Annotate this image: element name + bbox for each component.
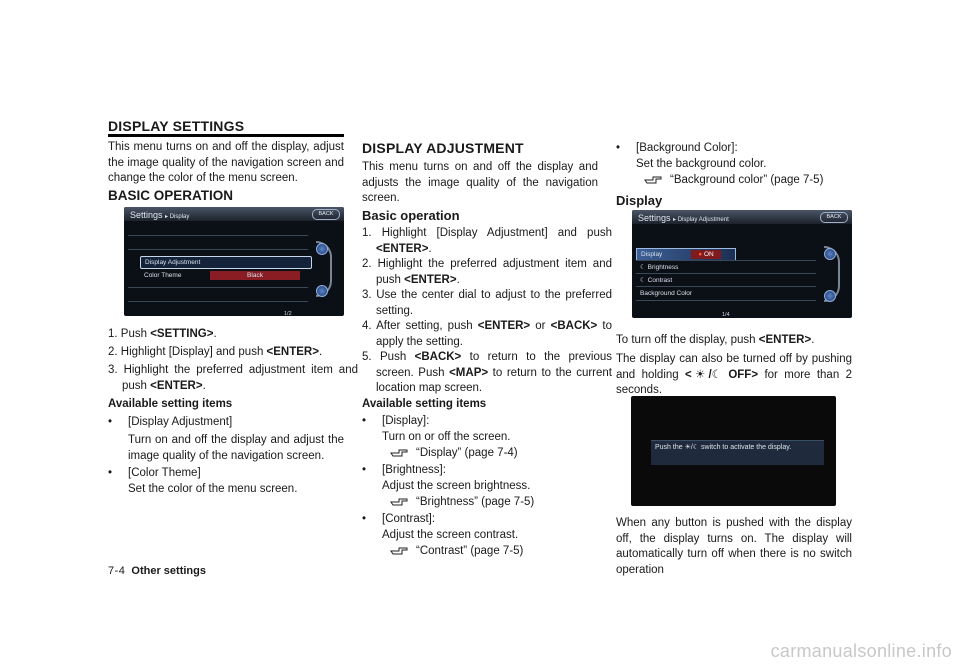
screen-breadcrumb: ▸ Display xyxy=(165,214,190,220)
subheading-display: Display xyxy=(616,193,663,208)
screen-breadcrumb: ▸ Display Adjustment xyxy=(673,217,729,223)
item-background-color: [Background Color]: xyxy=(636,142,738,154)
key-label: <ENTER> xyxy=(150,379,203,392)
page-number: 7-4 xyxy=(108,565,126,577)
scroll-up-icon[interactable] xyxy=(824,248,836,260)
item-color-theme-desc: Set the color of the menu screen. xyxy=(128,483,298,495)
screen-title-text: Settings xyxy=(638,213,671,223)
intro-text: This menu turns on and off the display and adjusts the image quality of the navigation screen. xyxy=(362,161,598,204)
step-text: . xyxy=(428,242,432,255)
pointing-hand-icon xyxy=(390,444,410,458)
bullet-dot: • xyxy=(362,464,367,476)
step-text: or xyxy=(530,320,551,332)
screen-title-text: Settings xyxy=(130,210,163,220)
step-text: to apply the setting. xyxy=(376,320,612,348)
activate-display-popup: Push the ☀/☾ switch to activate the display. xyxy=(651,440,824,465)
menu-item-label: Color Theme xyxy=(144,272,182,279)
step-text: Highlight [Display Adjustment] and push xyxy=(381,227,612,239)
bullet-dot: • xyxy=(362,513,367,525)
subheading-basic-operation: Basic operation xyxy=(362,208,460,223)
heading-display-settings: DISPLAY SETTINGS xyxy=(108,118,245,134)
color-theme-value: Black xyxy=(210,271,300,280)
watermark: carmanualsonline.info xyxy=(770,641,952,661)
para-text: The display can also be turned off by pushing and holding xyxy=(616,353,852,381)
divider xyxy=(636,286,816,287)
ref-contrast[interactable] xyxy=(390,544,523,560)
pointing-hand-icon xyxy=(644,171,664,185)
bullet-dot: • xyxy=(108,416,113,428)
ref-brightness[interactable] xyxy=(390,495,534,511)
step-1 xyxy=(362,226,612,257)
ref-text: “Contrast” (page 7-5) xyxy=(416,545,524,557)
heading-display-adjustment: DISPLAY ADJUSTMENT xyxy=(362,140,524,156)
menu-item-display-adjustment[interactable]: Display Adjustment xyxy=(140,256,312,269)
item-brightness-desc: Adjust the screen brightness. xyxy=(382,480,531,492)
moon-icon: ☾ xyxy=(640,277,646,284)
divider xyxy=(128,287,308,288)
menu-item-label: Contrast xyxy=(647,277,673,284)
key-label: <ENTER> xyxy=(376,242,429,255)
screen-title xyxy=(130,208,189,226)
menu-item-label: Brightness xyxy=(647,264,679,271)
step-text: . xyxy=(318,346,323,358)
moon-icon: ☾ xyxy=(640,264,646,271)
step-2 xyxy=(108,345,322,361)
step-3 xyxy=(108,363,358,394)
on-badge xyxy=(691,250,721,259)
step-2 xyxy=(362,257,612,288)
pointing-hand-icon xyxy=(390,542,410,556)
item-display-adjustment: [Display Adjustment] xyxy=(128,416,233,428)
menu-item-contrast[interactable] xyxy=(636,275,734,286)
step-text: Highlight the preferred adjustment item and push xyxy=(376,258,612,286)
step-text: to return to the current location map screen. xyxy=(376,366,612,394)
step-number: 3. xyxy=(362,289,372,301)
item-display: [Display]: xyxy=(382,415,430,427)
step-text: 1. Push xyxy=(108,328,151,340)
intro-text: This menu turns on and off the display, adjust the image quality of the navigation screen and change the color of the menu screen. xyxy=(108,141,344,184)
step-text: to return to the previous screen. Push xyxy=(376,351,612,379)
on-label: ON xyxy=(704,251,714,258)
menu-item-background-color[interactable]: Background Color xyxy=(640,290,693,297)
key-label: <ENTER> xyxy=(266,346,319,358)
item-brightness: [Brightness]: xyxy=(382,464,446,476)
divider xyxy=(636,260,816,261)
step-1 xyxy=(108,327,217,343)
step-number: 5. xyxy=(362,351,372,363)
key-label: <☀/☾ OFF> xyxy=(685,368,759,381)
item-display-desc: Turn on or off the screen. xyxy=(382,431,511,443)
status-dot-icon: ● xyxy=(698,251,703,258)
step-text: Push xyxy=(380,351,415,363)
item-contrast: [Contrast]: xyxy=(382,513,436,525)
back-button[interactable]: BACK xyxy=(312,209,340,220)
back-button[interactable]: BACK xyxy=(820,212,848,223)
item-contrast-desc: Adjust the screen contrast. xyxy=(382,529,519,541)
step-3 xyxy=(362,288,612,319)
subheading-basic-operation: BASIC OPERATION xyxy=(108,188,234,203)
divider xyxy=(636,273,816,274)
scroll-up-icon[interactable] xyxy=(316,243,328,255)
step-text: . xyxy=(456,273,460,286)
step-text: Use the center dial to adjust to the preferred setting. xyxy=(376,289,612,317)
paragraph-auto-off: When any button is pushed with the display off, the display turns on. The display will automatically turn off when there is no switch operation xyxy=(616,517,852,576)
ref-text: “Display” (page 7-4) xyxy=(416,447,518,459)
item-display-adjustment-desc: Turn on and off the display and adjust the image quality of the navigation screen. xyxy=(128,434,344,462)
available-items-heading: Available setting items xyxy=(108,398,233,410)
ref-display[interactable] xyxy=(390,446,518,462)
step-5 xyxy=(362,350,612,397)
step-text: . xyxy=(213,328,217,340)
divider xyxy=(128,301,308,302)
menu-item-color-theme[interactable] xyxy=(140,270,310,281)
step-number: 2. xyxy=(362,258,372,270)
ref-text: “Background color” (page 7-5) xyxy=(670,174,824,186)
key-label: <ENTER> xyxy=(404,273,457,286)
key-label: <BACK> xyxy=(414,351,462,363)
bullet-dot: • xyxy=(108,467,113,479)
divider xyxy=(636,300,816,301)
step-text: After setting, push xyxy=(376,320,478,332)
para-text: To turn off the display, push xyxy=(616,334,759,346)
key-label: <BACK> xyxy=(550,320,598,332)
divider xyxy=(128,235,308,236)
bullet-dot: • xyxy=(362,415,367,427)
menu-item-brightness[interactable] xyxy=(636,262,734,273)
key-label: <ENTER> xyxy=(758,334,812,346)
page-indicator: 1/2 xyxy=(284,311,292,316)
section-name: Other settings xyxy=(131,565,206,577)
screen-title xyxy=(638,211,729,229)
paragraph-hold xyxy=(616,352,852,399)
step-text: . xyxy=(202,379,206,392)
divider xyxy=(128,249,308,250)
paragraph-turn-off xyxy=(616,333,814,349)
ref-text: “Brightness” (page 7-5) xyxy=(416,496,535,508)
para-text: . xyxy=(811,334,815,346)
page-indicator: 1/4 xyxy=(722,312,730,318)
step-number: 1. xyxy=(362,227,372,239)
key-label: <MAP> xyxy=(449,366,489,379)
key-label: <ENTER> xyxy=(477,320,531,332)
step-number: 4. xyxy=(362,320,372,332)
page-footer xyxy=(108,565,206,577)
display-adjustment-screen xyxy=(632,210,852,318)
ref-background-color[interactable] xyxy=(644,173,823,189)
item-color-theme: [Color Theme] xyxy=(128,467,201,479)
item-background-color-desc: Set the background color. xyxy=(636,158,767,170)
available-items-heading: Available setting items xyxy=(362,398,487,410)
step-4 xyxy=(362,319,612,350)
settings-display-screen xyxy=(124,207,344,316)
key-label: <SETTING> xyxy=(150,328,214,340)
step-text: 2. Highlight [Display] and push xyxy=(108,346,267,358)
display-off-screen xyxy=(631,396,836,506)
menu-item-label: Display xyxy=(641,251,663,258)
step-text: 3. Highlight the preferred adjustment item and push xyxy=(108,364,358,392)
bullet-dot: • xyxy=(616,142,621,154)
scroll-down-icon[interactable] xyxy=(316,285,328,297)
para-text: for more than 2 seconds. xyxy=(616,368,852,396)
heading-rule xyxy=(108,134,344,137)
pointing-hand-icon xyxy=(390,493,410,507)
scroll-down-icon[interactable] xyxy=(824,290,836,302)
